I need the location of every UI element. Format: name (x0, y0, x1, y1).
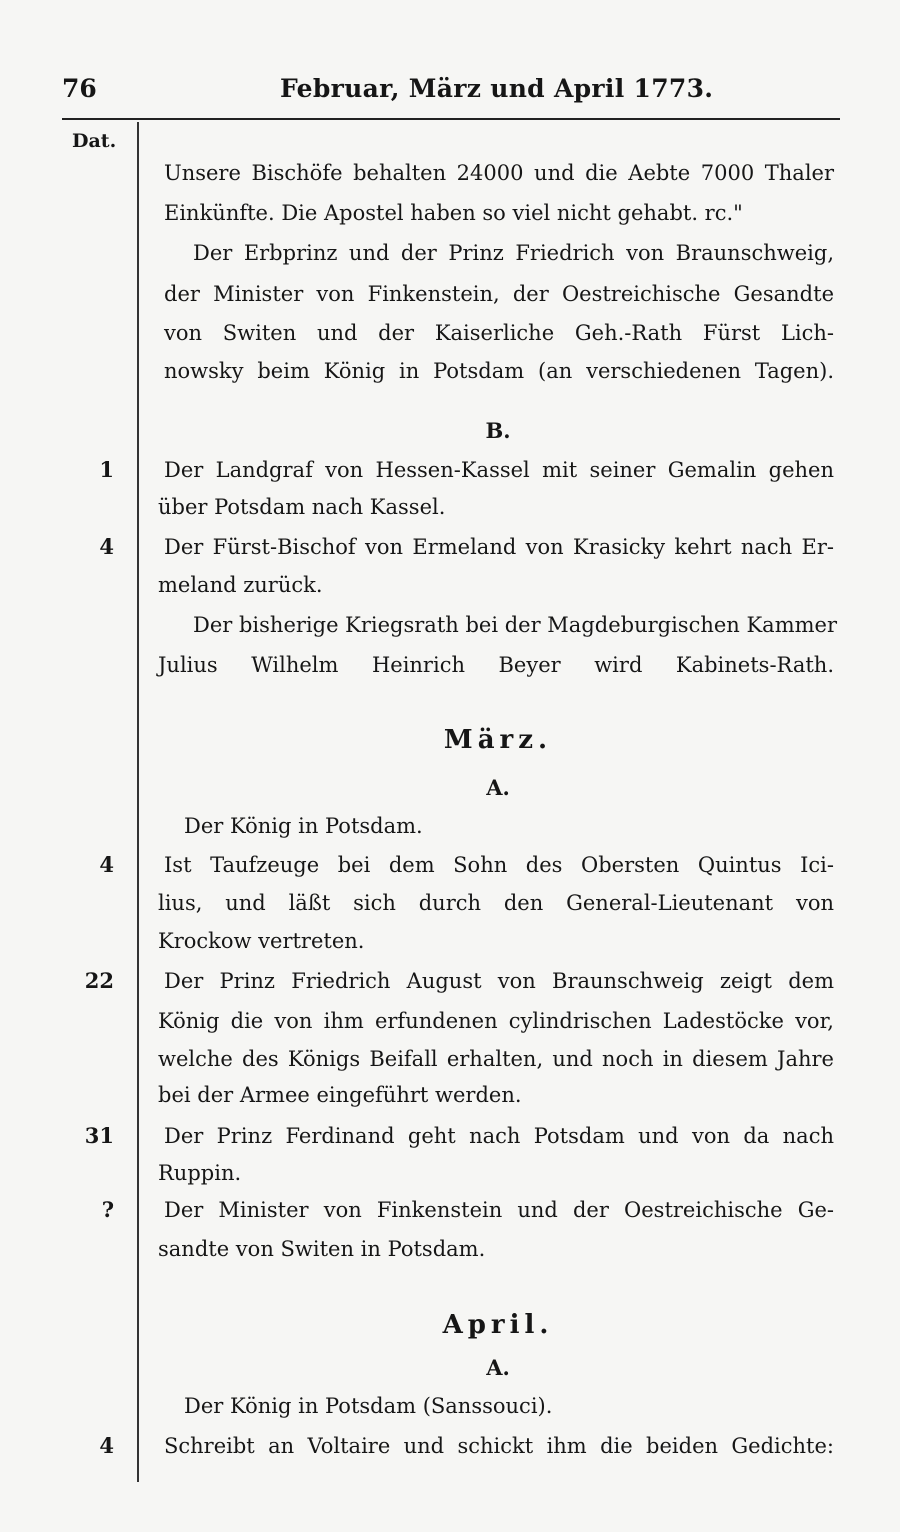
text-line: meland zurück. (158, 573, 323, 597)
text-line: bei der Armee eingeführt werden. (158, 1083, 522, 1107)
text-line: Krockow vertreten. (158, 929, 365, 953)
entry-date: ? (101, 1197, 114, 1222)
text-line: nowsky beim König in Potsdam (an verschiedenen Tagen). (164, 359, 834, 383)
header-rule (62, 118, 840, 120)
entry-date: 22 (84, 968, 114, 993)
text-line: Der Prinz Friedrich August von Braunschweig zeigt dem (164, 969, 834, 993)
text-line: Der bisherige Kriegsrath bei der Magdeburgischen Kammer (193, 613, 837, 637)
text-line: Julius Wilhelm Heinrich Beyer wird Kabinets-Rath. (158, 653, 834, 677)
text-line: Der Minister von Finkenstein und der Oestreichische Ge- (164, 1198, 834, 1222)
running-header (0, 0, 900, 120)
month-heading: März. (443, 725, 553, 755)
text-line: von Switen und der Kaiserliche Geh.-Rath Fürst Lich- (164, 321, 834, 345)
running-title: Februar, März und April 1773. (280, 74, 714, 103)
text-line: Der Prinz Ferdinand geht nach Potsdam und von da nach (164, 1124, 834, 1148)
date-column-label: Dat. (72, 130, 117, 152)
text-line: König die von ihm erfundenen cylindrischen Ladestöcke vor, (158, 1009, 834, 1033)
entry-date: 4 (99, 852, 114, 877)
text-line: Der König in Potsdam (Sanssouci). (184, 1394, 553, 1418)
text-line: Schreibt an Voltaire und schickt ihm die beiden Gedichte: (164, 1434, 834, 1458)
text-line: Ruppin. (158, 1161, 242, 1185)
text-line: Unsere Bischöfe behalten 24000 und die Aebte 7000 Thaler (164, 161, 834, 185)
entry-date: 31 (84, 1123, 114, 1148)
section-heading: B. (485, 418, 511, 443)
date-column-rule (137, 122, 139, 1482)
entry-date: 4 (99, 1433, 114, 1458)
section-heading: A. (486, 775, 510, 800)
text-line: welche des Königs Beifall erhalten, und noch in diesem Jahre (158, 1047, 834, 1071)
text-line: lius, und läßt sich durch den General-Lieutenant von (158, 891, 834, 915)
page-number: 76 (62, 74, 97, 103)
entry-date: 4 (99, 534, 114, 559)
text-line: Der König in Potsdam. (184, 814, 423, 838)
text-line: Der Fürst-Bischof von Ermeland von Krasicky kehrt nach Er- (164, 535, 834, 559)
month-heading: April. (442, 1310, 554, 1340)
text-line: über Potsdam nach Kassel. (158, 495, 446, 519)
section-heading: A. (486, 1355, 510, 1380)
text-line: der Minister von Finkenstein, der Oestreichische Gesandte (164, 282, 834, 306)
text-line: Der Landgraf von Hessen-Kassel mit seiner Gemalin gehen (164, 458, 834, 482)
text-line: Ist Taufzeuge bei dem Sohn des Obersten Quintus Ici- (164, 853, 834, 877)
entry-date: 1 (99, 457, 114, 482)
text-line: Der Erbprinz und der Prinz Friedrich von Braunschweig, (193, 241, 834, 265)
text-line: Einkünfte. Die Apostel haben so viel nicht gehabt. rc." (164, 201, 743, 225)
text-line: sandte von Switen in Potsdam. (158, 1237, 486, 1261)
